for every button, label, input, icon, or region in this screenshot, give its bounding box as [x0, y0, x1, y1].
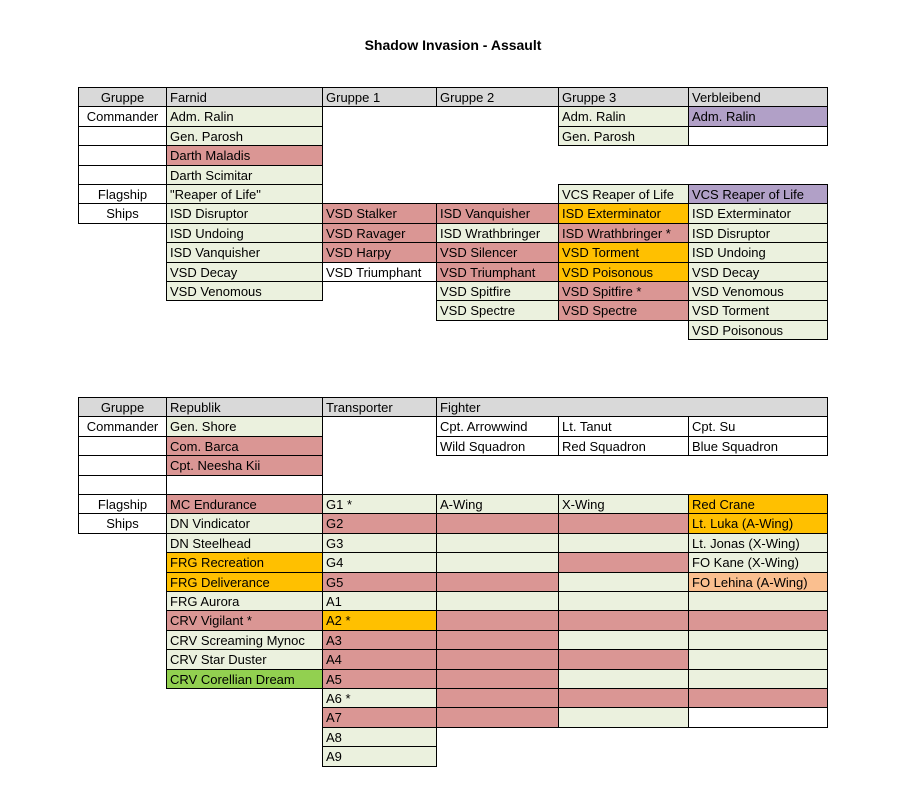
table-cell [558, 707, 689, 728]
table-cell: VSD Triumphant [436, 262, 559, 282]
table-cell: Red Crane [688, 494, 828, 514]
table-cell: G1 * [322, 494, 437, 514]
table-cell: Blue Squadron [688, 436, 828, 456]
table-cell [558, 572, 689, 592]
table-cell: CRV Star Duster [166, 649, 323, 670]
table-cell [688, 707, 828, 728]
table-cell: VSD Spitfire * [558, 281, 689, 301]
table-cell: CRV Vigilant * [166, 610, 323, 631]
table-cell: VSD Stalker [322, 203, 437, 224]
table-cell: Ships [78, 203, 167, 224]
table-cell: A3 [322, 630, 437, 650]
table-cell [688, 126, 828, 146]
table-cell [558, 649, 689, 670]
table-cell: DN Steelhead [166, 533, 323, 553]
table-cell: Adm. Ralin [688, 106, 828, 127]
table-cell: Cpt. Neesha Kii [166, 455, 323, 476]
table-cell [78, 145, 167, 166]
table-cell: Lt. Jonas (X-Wing) [688, 533, 828, 553]
table-cell: "Reaper of Life" [166, 184, 323, 204]
table-cell: A2 * [322, 610, 437, 631]
table-cell [78, 436, 167, 456]
table-header-cell: Farnid [166, 87, 323, 107]
table-cell [558, 630, 689, 650]
table-cell: G2 [322, 513, 437, 534]
table-cell [436, 630, 559, 650]
table-cell [558, 591, 689, 611]
table-header-cell: Gruppe [78, 87, 167, 107]
table-cell: A7 [322, 707, 437, 728]
table-cell: X-Wing [558, 494, 689, 514]
table-cell: A8 [322, 727, 437, 747]
table-cell [558, 533, 689, 553]
table-cell: Ships [78, 513, 167, 534]
table-cell [78, 475, 167, 495]
table-cell: VSD Ravager [322, 223, 437, 243]
table-cell: ISD Undoing [688, 242, 828, 263]
table-cell: CRV Corellian Dream [166, 669, 323, 689]
table-cell: DN Vindicator [166, 513, 323, 534]
page-title: Shadow Invasion - Assault [364, 37, 542, 53]
table-header-cell: Transporter [322, 397, 437, 417]
table-cell: ISD Wrathbringer * [558, 223, 689, 243]
table-cell [688, 630, 828, 650]
table-cell: VSD Torment [558, 242, 689, 263]
table-header-cell: Fighter [436, 397, 828, 417]
table-cell: FRG Deliverance [166, 572, 323, 592]
table-cell: CRV Screaming Mynoc [166, 630, 323, 650]
table-cell [558, 513, 689, 534]
table-cell: ISD Wrathbringer [436, 223, 559, 243]
table-cell: Adm. Ralin [558, 106, 689, 127]
table-cell: Cpt. Arrowwind [436, 416, 559, 437]
table-cell [78, 126, 167, 146]
table-cell: VSD Spectre [558, 300, 689, 321]
table-cell [166, 475, 323, 495]
table-cell [78, 455, 167, 476]
table-cell: MC Endurance [166, 494, 323, 514]
table-cell: A-Wing [436, 494, 559, 514]
table-cell [436, 513, 559, 534]
table-cell: Commander [78, 416, 167, 437]
table-cell: ISD Vanquisher [436, 203, 559, 224]
table-cell [436, 533, 559, 553]
table-cell: VSD Venomous [166, 281, 323, 301]
table-cell: VSD Poisonous [688, 320, 828, 340]
table-cell: Gen. Shore [166, 416, 323, 437]
table-cell: VSD Poisonous [558, 262, 689, 282]
table-cell [688, 669, 828, 689]
table-cell: Adm. Ralin [166, 106, 323, 127]
table-cell [436, 688, 559, 708]
table-cell: ISD Disruptor [688, 223, 828, 243]
table-cell: Darth Scimitar [166, 165, 323, 185]
table-cell: VSD Torment [688, 300, 828, 321]
table-cell: VSD Silencer [436, 242, 559, 263]
table-cell: Cpt. Su [688, 416, 828, 437]
table-cell: A9 [322, 746, 437, 767]
table-header-cell: Gruppe 1 [322, 87, 437, 107]
table-cell: ISD Vanquisher [166, 242, 323, 263]
table-header-cell: Gruppe [78, 397, 167, 417]
table-cell: Gen. Parosh [166, 126, 323, 146]
table-cell [436, 649, 559, 670]
table-cell [436, 669, 559, 689]
table-cell [558, 552, 689, 573]
table-header-cell: Verbleibend [688, 87, 828, 107]
table-cell: A6 * [322, 688, 437, 708]
table-header-cell: Republik [166, 397, 323, 417]
table-cell [688, 688, 828, 708]
table-cell: Gen. Parosh [558, 126, 689, 146]
table-cell: Commander [78, 106, 167, 127]
table-cell: VSD Spitfire [436, 281, 559, 301]
table-cell: ISD Disruptor [166, 203, 323, 224]
table-cell: G5 [322, 572, 437, 592]
table-cell: VSD Triumphant [322, 262, 437, 282]
table-cell: VSD Spectre [436, 300, 559, 321]
table-cell: A4 [322, 649, 437, 670]
table-cell [436, 610, 559, 631]
table-cell [558, 610, 689, 631]
table-cell [436, 707, 559, 728]
table-cell: ISD Undoing [166, 223, 323, 243]
table-cell: Wild Squadron [436, 436, 559, 456]
table-cell [558, 688, 689, 708]
table-cell: G3 [322, 533, 437, 553]
table-cell: A5 [322, 669, 437, 689]
table-cell: FRG Recreation [166, 552, 323, 573]
table-cell: FRG Aurora [166, 591, 323, 611]
table-cell: VSD Harpy [322, 242, 437, 263]
table-cell: Lt. Tanut [558, 416, 689, 437]
table-cell [436, 552, 559, 573]
table-cell: A1 [322, 591, 437, 611]
table-cell [688, 649, 828, 670]
table-cell: ISD Exterminator [558, 203, 689, 224]
table-cell [78, 165, 167, 185]
table-cell: Darth Maladis [166, 145, 323, 166]
table-cell: VCS Reaper of Life [688, 184, 828, 204]
table-cell: Com. Barca [166, 436, 323, 456]
table-cell: Flagship [78, 184, 167, 204]
table-cell: Red Squadron [558, 436, 689, 456]
table-cell [688, 591, 828, 611]
table-cell: FO Kane (X-Wing) [688, 552, 828, 573]
table-cell [436, 591, 559, 611]
table-cell: VSD Decay [688, 262, 828, 282]
table-cell: FO Lehina (A-Wing) [688, 572, 828, 592]
table-cell: ISD Exterminator [688, 203, 828, 224]
table-cell: Flagship [78, 494, 167, 514]
table-cell [436, 572, 559, 592]
table-cell: VCS Reaper of Life [558, 184, 689, 204]
table-cell: Lt. Luka (A-Wing) [688, 513, 828, 534]
table-cell [558, 669, 689, 689]
table-cell: VSD Decay [166, 262, 323, 282]
table-header-cell: Gruppe 3 [558, 87, 689, 107]
table-cell: VSD Venomous [688, 281, 828, 301]
table-cell [688, 610, 828, 631]
table-header-cell: Gruppe 2 [436, 87, 559, 107]
table-cell: G4 [322, 552, 437, 573]
